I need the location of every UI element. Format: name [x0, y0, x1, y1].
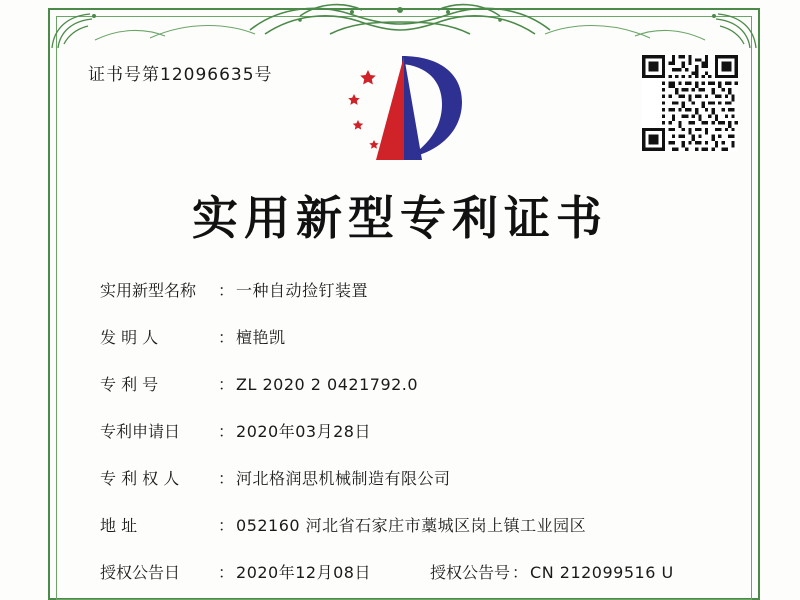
field-value-apply-date: 2020年03月28日	[236, 422, 371, 441]
field-colon-grant-no: ：	[512, 563, 529, 582]
field-value-patentee: 河北格润思机械制造有限公司	[236, 469, 451, 488]
qr-code-icon	[642, 55, 738, 151]
field-label-inventor: 发 明 人	[100, 328, 159, 347]
field-label-patent-no: 专 利 号	[100, 375, 159, 394]
field-label-patentee: 专 利 权 人	[100, 469, 180, 488]
field-colon-patent-no: ：	[218, 375, 235, 394]
page-title: 实用新型专利证书	[192, 191, 608, 245]
field-row-apply-date	[100, 419, 720, 442]
field-value-name: 一种自动捡钉装置	[236, 281, 369, 300]
field-value-grant-date: 2020年12月08日	[236, 563, 371, 582]
certificate-fields	[100, 278, 720, 583]
field-colon-address: ：	[218, 516, 235, 535]
cnipa-emblem-icon	[330, 48, 480, 168]
field-value-patent-no: ZL 2020 2 0421792.0	[236, 375, 419, 394]
field-colon-inventor: ：	[218, 328, 235, 347]
field-row-patent-no	[100, 372, 720, 395]
field-value-inventor: 檀艳凯	[236, 328, 286, 347]
field-row-grant	[100, 560, 720, 583]
field-colon-name: ：	[218, 281, 235, 300]
field-label-apply-date: 专利申请日	[100, 422, 181, 441]
field-row-patentee	[100, 466, 720, 489]
certificate-number: 证书号第12096635号	[88, 65, 273, 85]
field-label-grant-date: 授权公告日	[100, 563, 181, 582]
grant-date-group	[100, 560, 430, 583]
grant-no-group	[430, 560, 674, 583]
field-label-grant-no: 授权公告号	[430, 563, 511, 582]
field-colon-patentee: ：	[218, 469, 235, 488]
field-value-grant-no: CN 212099516 U	[530, 563, 674, 582]
field-label-name: 实用新型名称	[100, 281, 197, 300]
field-row-address	[100, 513, 720, 536]
field-row-name	[100, 278, 720, 301]
field-colon-apply-date: ：	[218, 422, 235, 441]
field-label-address: 地 址	[100, 516, 138, 535]
field-colon-grant-date: ：	[218, 563, 235, 582]
field-value-address: 052160 河北省石家庄市藁城区岗上镇工业园区	[236, 516, 587, 535]
field-row-inventor	[100, 325, 720, 348]
